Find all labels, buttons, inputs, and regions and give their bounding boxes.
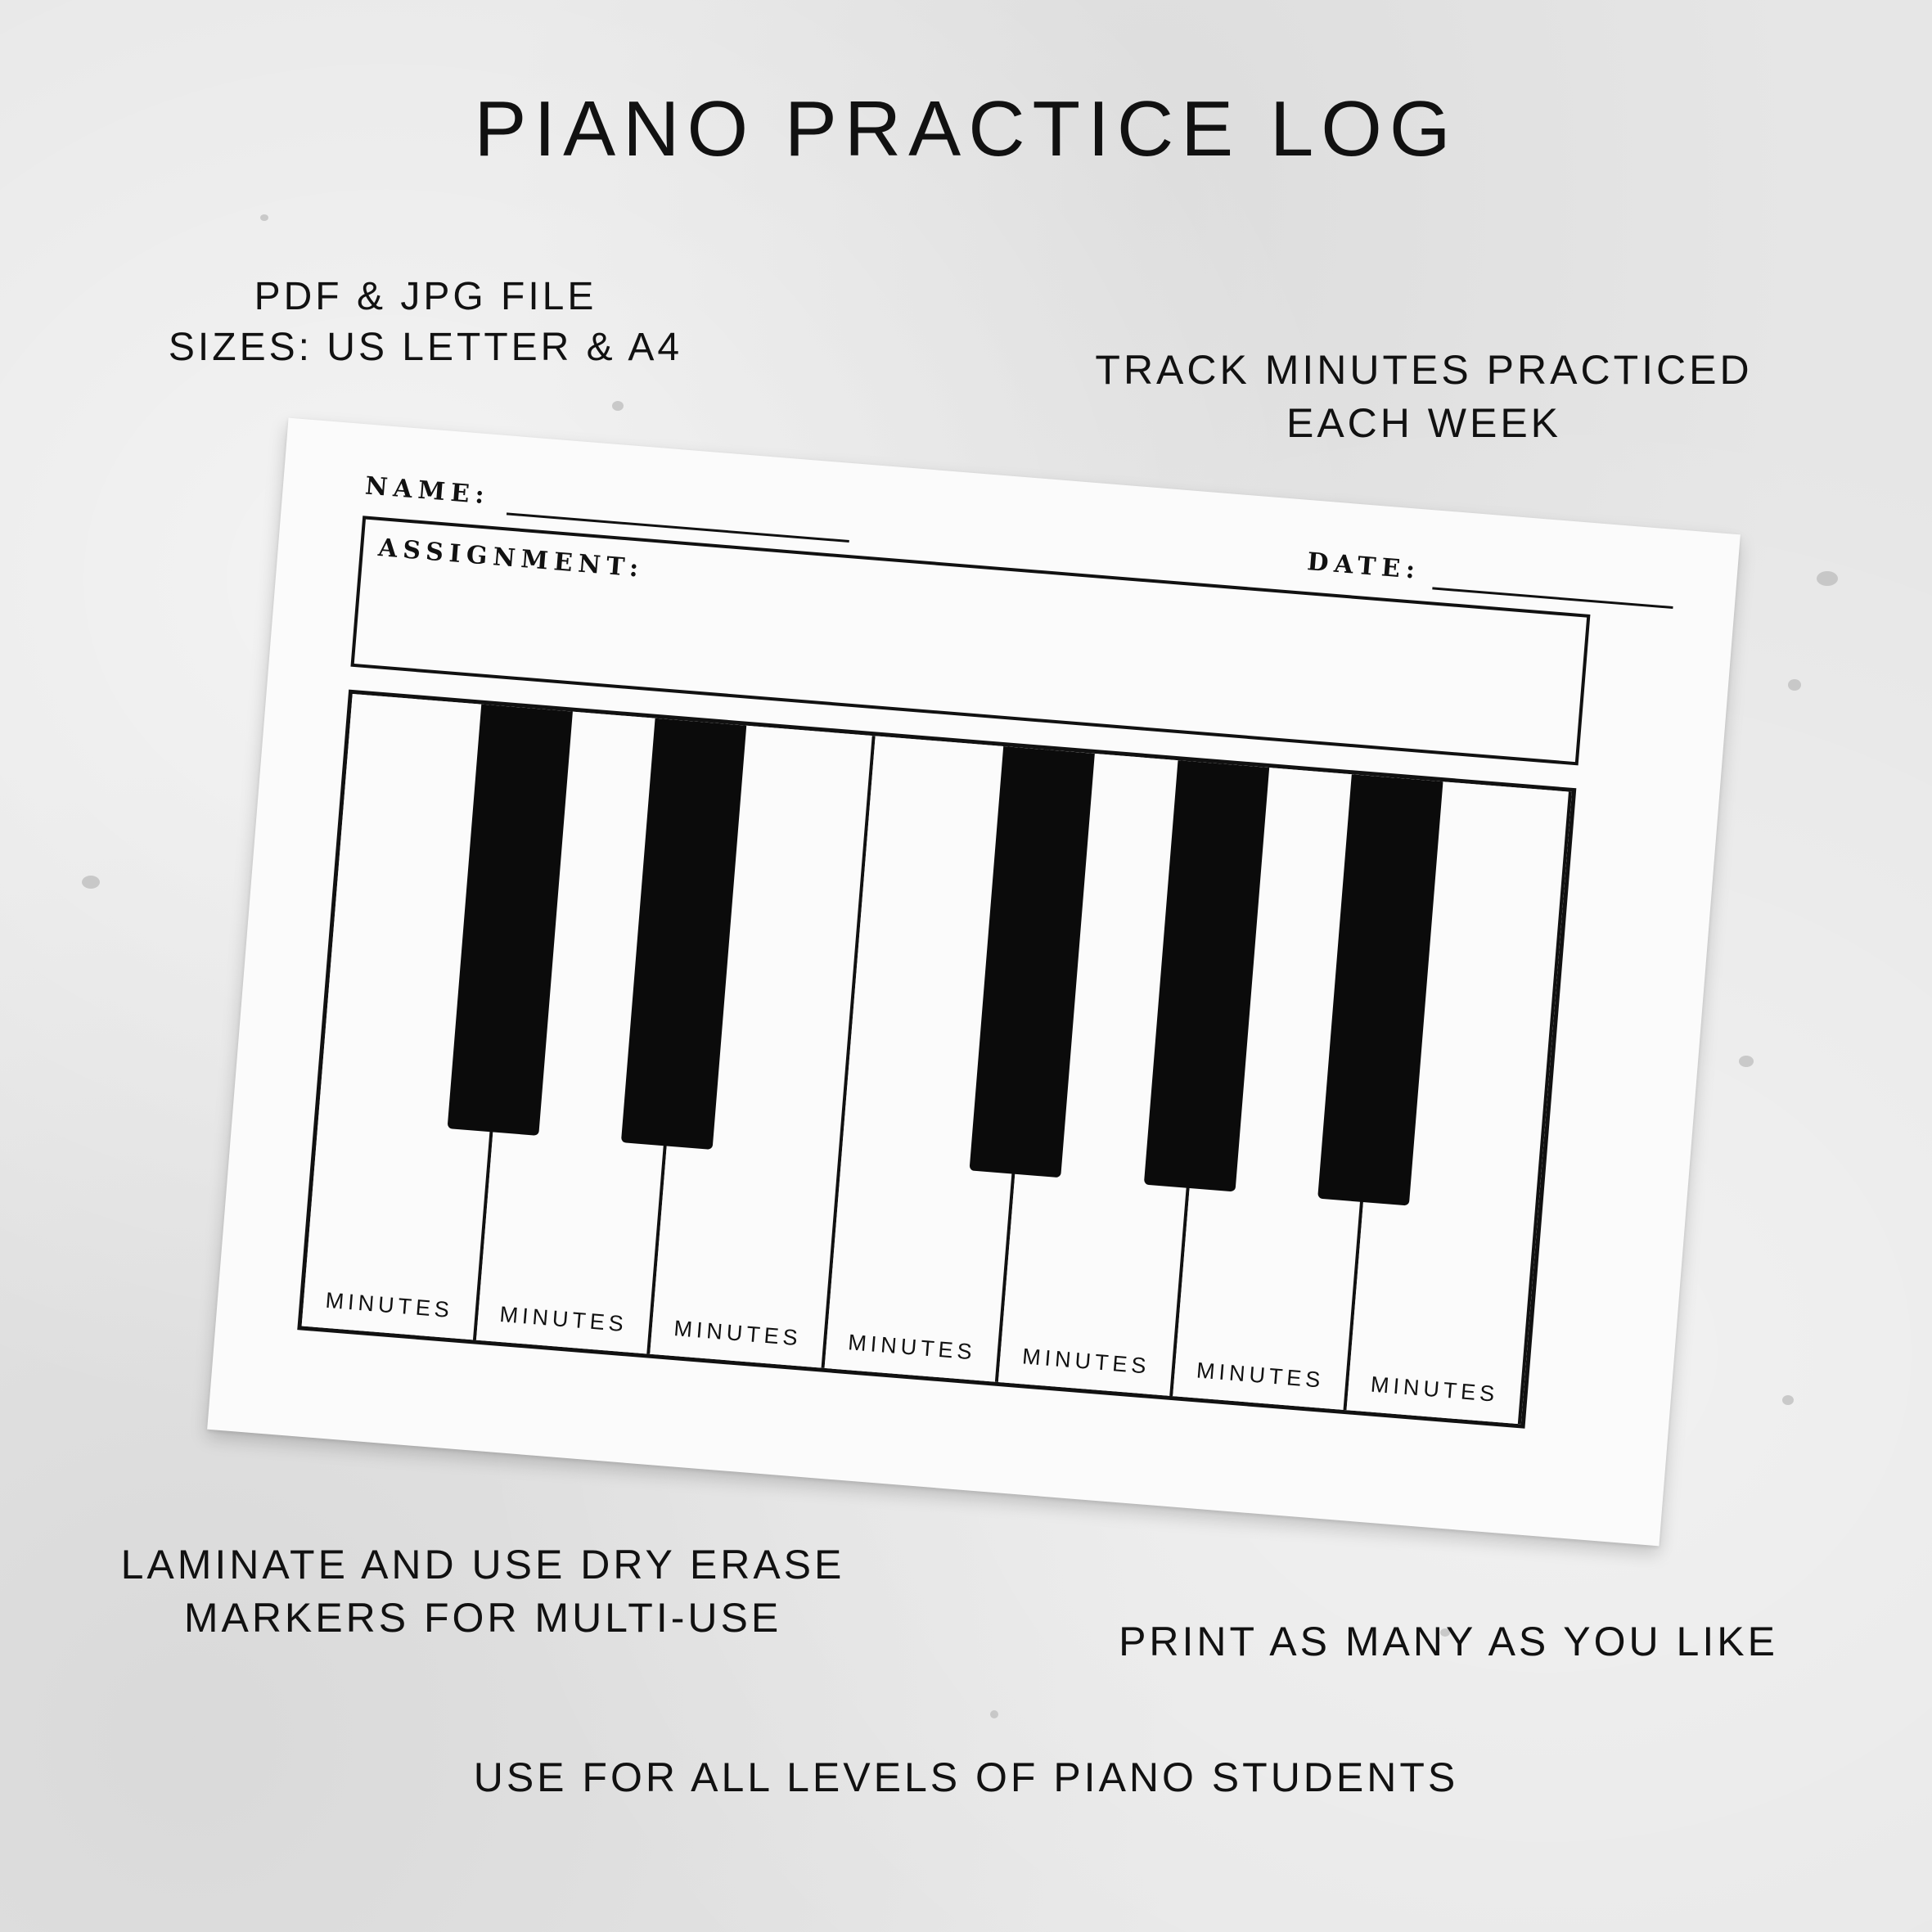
print-caption: PRINT AS MANY AS YOU LIKE [1119,1619,1778,1664]
track-minutes-caption [1047,344,1800,450]
piano-keyboard [297,690,1576,1429]
assignment-label: ASSIGNMENT: [376,533,646,583]
texture-speck [82,876,100,889]
texture-speck [1788,679,1801,691]
file-info-caption [123,272,728,374]
track-minutes-line: TRACK MINUTES PRACTICED [1095,347,1753,393]
levels-caption: USE FOR ALL LEVELS OF PIANO STUDENTS [473,1754,1459,1800]
minutes-label: MINUTES [673,1316,803,1351]
practice-log-sheet [207,418,1741,1547]
laminate-line: LAMINATE AND USE DRY ERASE [120,1542,845,1587]
name-label: NAME: [363,471,491,511]
texture-speck [612,401,624,411]
minutes-label: MINUTES [498,1301,628,1337]
texture-speck [990,1710,998,1718]
minutes-label: MINUTES [324,1287,455,1323]
date-label: DATE: [1306,547,1422,586]
laminate-line: MARKERS FOR MULTI-USE [183,1595,782,1641]
minutes-label: MINUTES [1021,1344,1151,1379]
texture-speck [1782,1395,1794,1405]
file-info-line: SIZES: US LETTER & A4 [168,326,683,370]
file-info-line: PDF & JPG FILE [254,275,597,318]
page-title: PIANO PRACTICE LOG [474,85,1458,173]
texture-speck [1739,1056,1754,1067]
minutes-label: MINUTES [847,1330,977,1365]
minutes-label: MINUTES [1369,1371,1500,1407]
track-minutes-line: EACH WEEK [1286,400,1562,446]
texture-speck [1817,571,1838,586]
laminate-caption [65,1538,900,1645]
minutes-label: MINUTES [1196,1358,1326,1393]
texture-speck [260,214,268,221]
